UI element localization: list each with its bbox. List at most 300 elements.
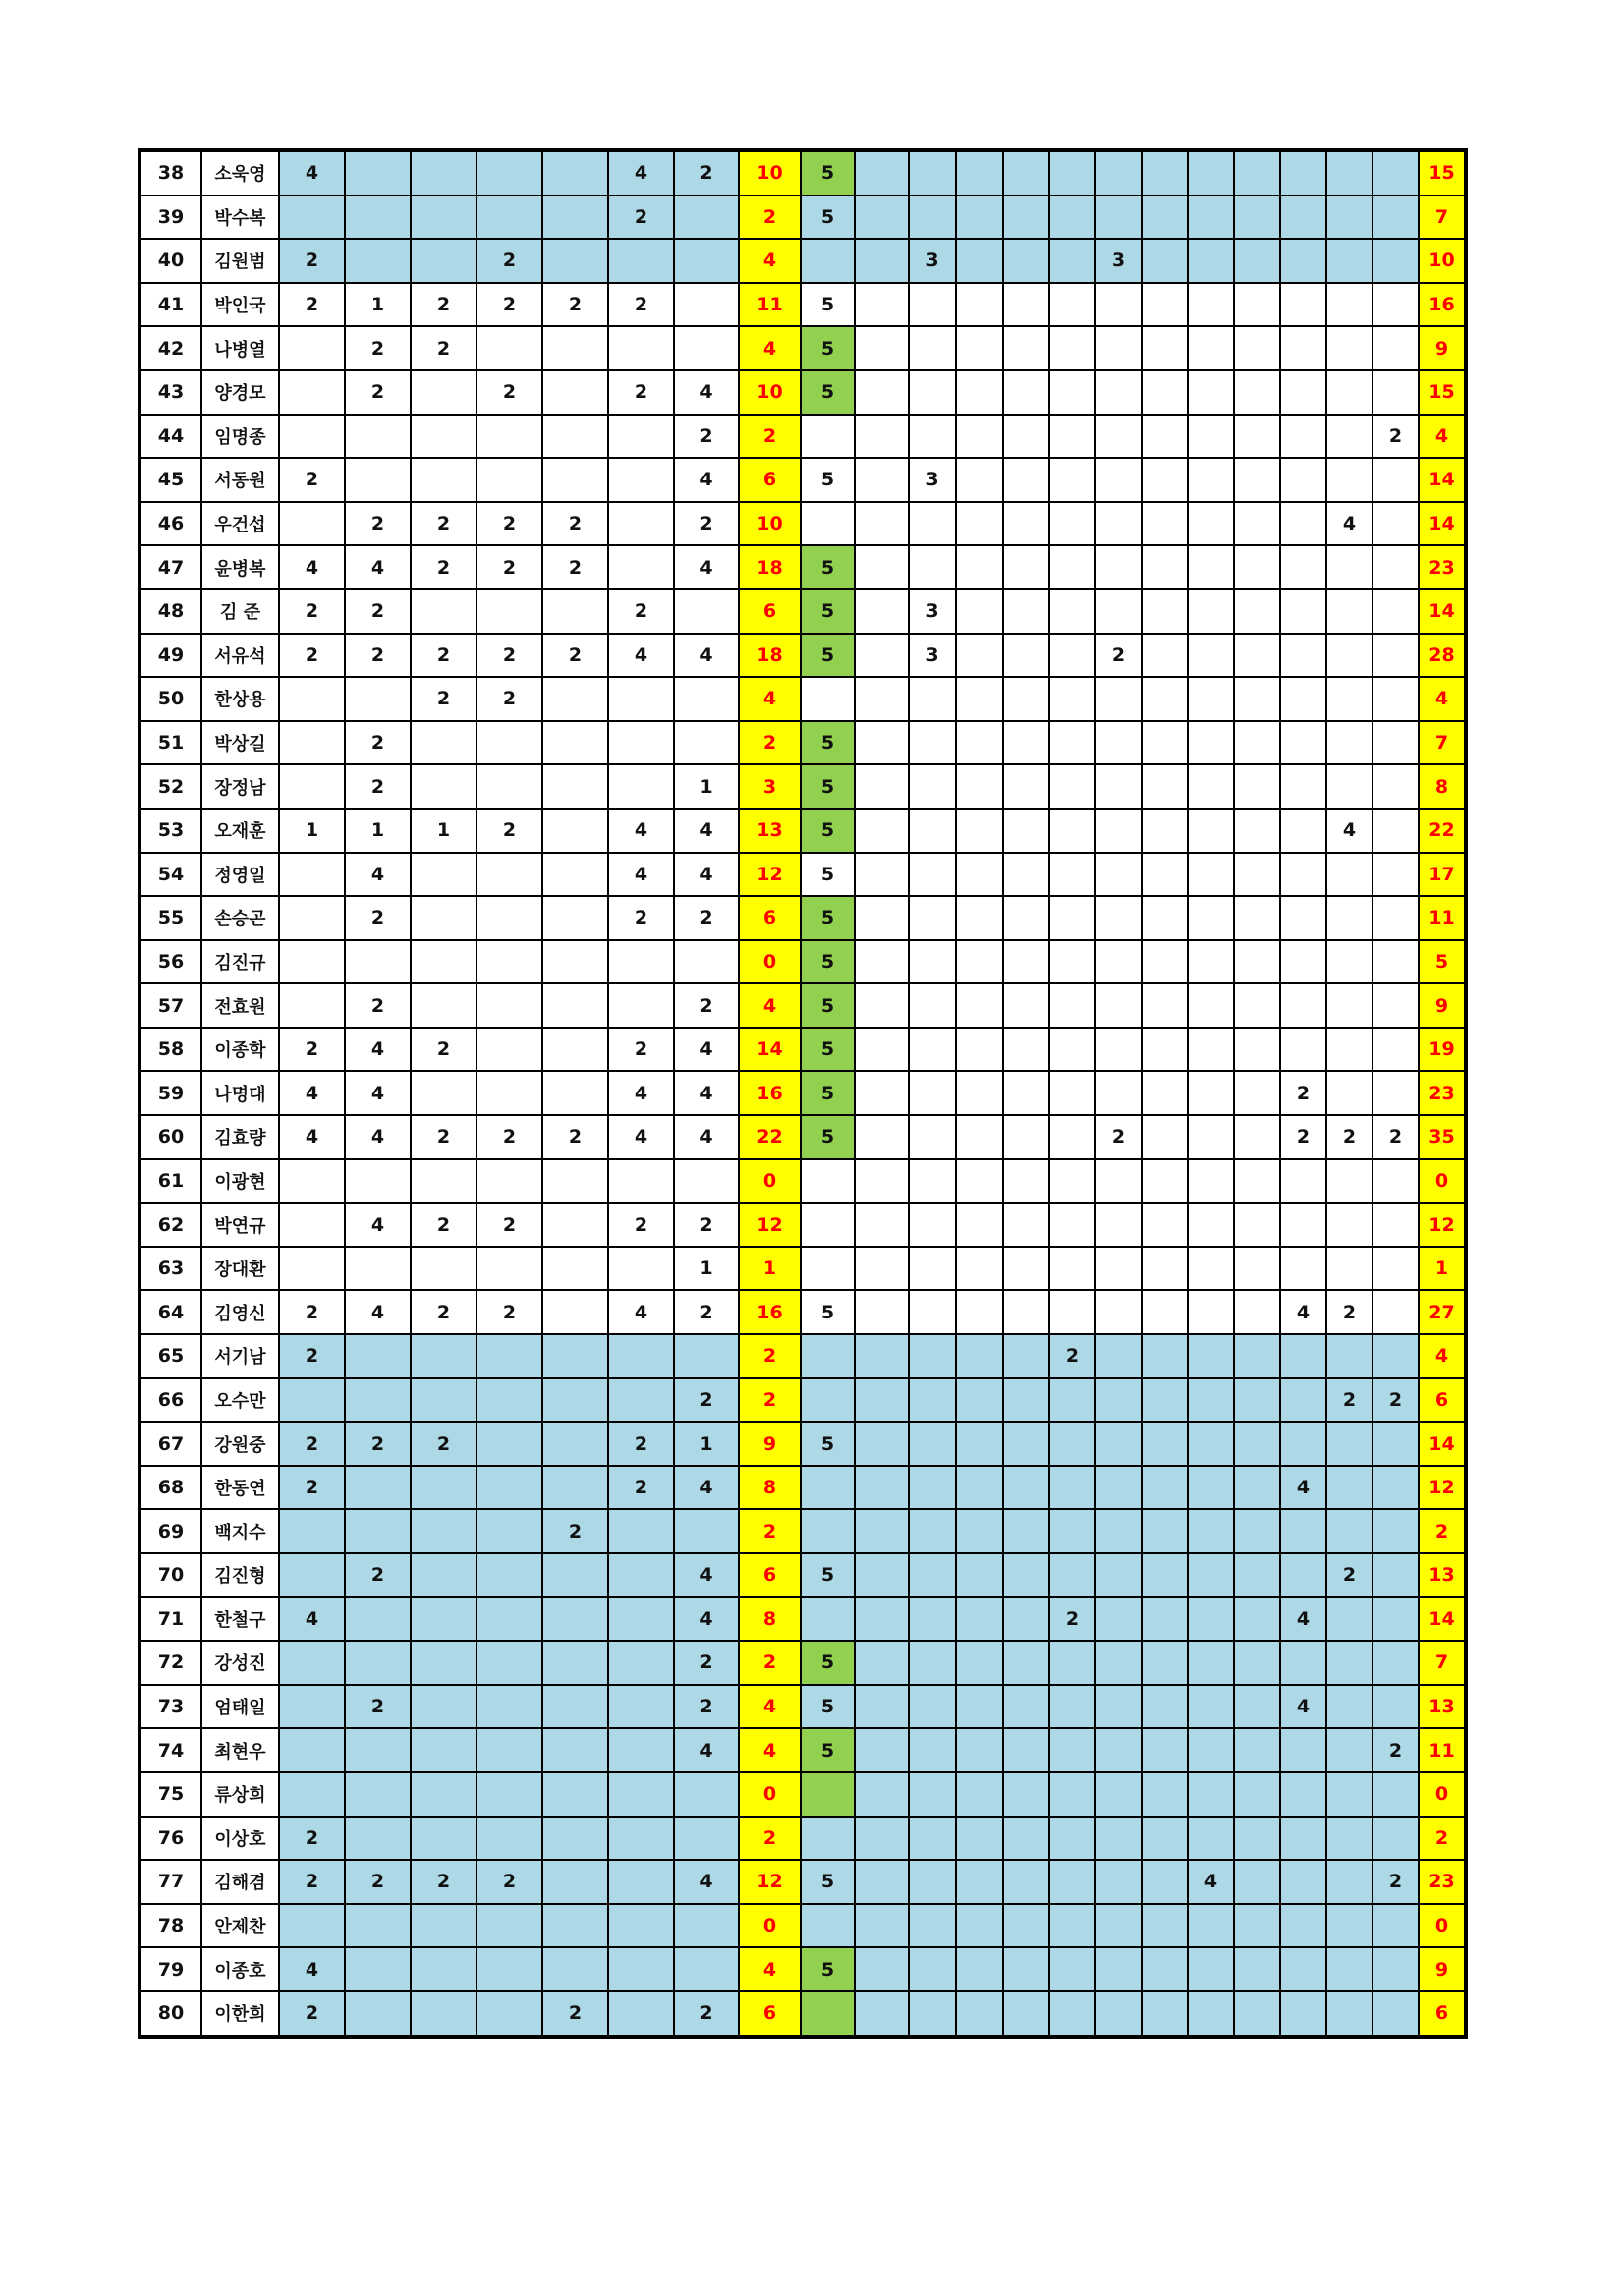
score-cell-b10 (1280, 1728, 1326, 1772)
score-cell-b12 (1372, 150, 1419, 196)
score-cell-b9 (1234, 239, 1280, 283)
score-cell-b6 (1095, 1071, 1142, 1115)
table-row (140, 458, 1466, 502)
score-cell-b9 (1234, 196, 1280, 240)
subtotal-cell: 4 (739, 1947, 801, 1991)
score-cell-b7 (1142, 1597, 1188, 1642)
score-cell-b5 (1049, 1159, 1095, 1204)
score-cell-a5 (542, 1203, 608, 1247)
score-cell-a1: 4 (279, 1597, 345, 1642)
score-cell-b5 (1049, 1290, 1095, 1334)
score-cell-b10 (1280, 1817, 1326, 1861)
total-cell: 11 (1419, 1728, 1466, 1772)
score-cell-b1 (855, 721, 909, 765)
score-cell-a4 (476, 1071, 542, 1115)
subtotal-cell: 6 (739, 1991, 801, 2037)
score-cell-b10 (1280, 545, 1326, 589)
row-number-cell: 47 (140, 545, 201, 589)
score-cell-b12 (1372, 983, 1419, 1028)
score-cell-b5 (1049, 1115, 1095, 1159)
row-number-cell: 42 (140, 326, 201, 370)
score-cell-a6: 4 (608, 1115, 674, 1159)
score-cell-a1: 2 (279, 1422, 345, 1466)
score-cell-b4 (1003, 1071, 1049, 1115)
score-cell-a7: 2 (674, 1290, 739, 1334)
score-cell-b3 (956, 1817, 1003, 1861)
bonus-cell: 5 (801, 1071, 855, 1115)
score-cell-b1 (855, 809, 909, 853)
score-cell-b5 (1049, 1509, 1095, 1553)
score-cell-a1 (279, 677, 345, 721)
score-cell-a7: 4 (674, 1860, 739, 1904)
score-cell-b8 (1188, 721, 1234, 765)
score-cell-b11 (1326, 1203, 1372, 1247)
score-cell-b7 (1142, 196, 1188, 240)
score-cell-a2: 4 (345, 545, 411, 589)
bonus-cell: 5 (801, 283, 855, 327)
score-cell-b11: 2 (1326, 1378, 1372, 1423)
score-cell-a2: 2 (345, 370, 411, 415)
score-cell-b5 (1049, 283, 1095, 327)
bonus-cell: 5 (801, 721, 855, 765)
subtotal-cell: 4 (739, 983, 801, 1028)
score-cell-b8 (1188, 764, 1234, 809)
table-row (140, 1159, 1466, 1204)
score-cell-b10 (1280, 326, 1326, 370)
subtotal-cell: 16 (739, 1071, 801, 1115)
score-cell-b4 (1003, 1290, 1049, 1334)
score-cell-a6: 2 (608, 896, 674, 940)
score-cell-b7 (1142, 1071, 1188, 1115)
score-cell-b8 (1188, 1817, 1234, 1861)
score-cell-b9 (1234, 1553, 1280, 1597)
score-cell-b8 (1188, 1685, 1234, 1729)
score-cell-b8 (1188, 1159, 1234, 1204)
score-cell-a6: 2 (608, 1028, 674, 1072)
table-row (140, 764, 1466, 809)
table-row (140, 1290, 1466, 1334)
score-cell-b2 (909, 415, 956, 459)
score-cell-b12 (1372, 853, 1419, 897)
score-cell-b11: 2 (1326, 1115, 1372, 1159)
score-cell-a2 (345, 1334, 411, 1378)
subtotal-cell: 0 (739, 1772, 801, 1817)
score-cell-a7 (674, 283, 739, 327)
score-cell-a5 (542, 1947, 608, 1991)
score-cell-b12 (1372, 1290, 1419, 1334)
table-row (140, 326, 1466, 370)
score-cell-b8 (1188, 1071, 1234, 1115)
score-cell-b6 (1095, 764, 1142, 809)
score-cell-b1 (855, 545, 909, 589)
score-cell-b7 (1142, 1378, 1188, 1423)
score-cell-b5 (1049, 1247, 1095, 1291)
score-cell-b5 (1049, 1071, 1095, 1115)
score-cell-a1 (279, 1378, 345, 1423)
row-number-cell: 49 (140, 634, 201, 678)
score-cell-b8 (1188, 1772, 1234, 1817)
score-cell-a4 (476, 1378, 542, 1423)
score-cell-b2 (909, 1553, 956, 1597)
score-cell-a5 (542, 1422, 608, 1466)
score-cell-a3 (411, 196, 476, 240)
score-cell-a5 (542, 326, 608, 370)
score-cell-b12 (1372, 1028, 1419, 1072)
table-row (140, 1728, 1466, 1772)
score-cell-a7 (674, 1817, 739, 1861)
score-cell-a5 (542, 764, 608, 809)
score-cell-b5: 2 (1049, 1597, 1095, 1642)
bonus-cell (801, 677, 855, 721)
score-cell-a1: 4 (279, 1071, 345, 1115)
score-cell-b11 (1326, 1422, 1372, 1466)
score-cell-b11 (1326, 1860, 1372, 1904)
score-cell-b7 (1142, 896, 1188, 940)
bonus-cell (801, 1378, 855, 1423)
total-cell: 7 (1419, 721, 1466, 765)
score-cell-b11 (1326, 458, 1372, 502)
score-cell-a6: 2 (608, 370, 674, 415)
score-cell-b1 (855, 239, 909, 283)
score-cell-b5 (1049, 545, 1095, 589)
member-name-cell: 서기남 (201, 1334, 279, 1378)
score-cell-a2 (345, 1772, 411, 1817)
score-cell-b6 (1095, 1159, 1142, 1204)
score-cell-b3 (956, 1947, 1003, 1991)
score-cell-b2 (909, 1947, 956, 1991)
bonus-cell: 5 (801, 196, 855, 240)
score-cell-a3 (411, 1772, 476, 1817)
score-cell-a3: 2 (411, 1422, 476, 1466)
score-cell-b12 (1372, 1991, 1419, 2037)
member-name-cell: 한철구 (201, 1597, 279, 1642)
score-cell-a2 (345, 1247, 411, 1291)
score-cell-a5 (542, 1772, 608, 1817)
score-cell-a2 (345, 415, 411, 459)
score-cell-a3 (411, 853, 476, 897)
subtotal-cell: 3 (739, 764, 801, 809)
score-cell-a6 (608, 1728, 674, 1772)
score-cell-b4 (1003, 1817, 1049, 1861)
score-cell-b11 (1326, 150, 1372, 196)
score-cell-b6 (1095, 983, 1142, 1028)
score-cell-a7: 2 (674, 1641, 739, 1685)
score-cell-a6 (608, 1772, 674, 1817)
score-cell-b4 (1003, 764, 1049, 809)
score-cell-b10 (1280, 634, 1326, 678)
score-cell-b11 (1326, 326, 1372, 370)
score-cell-a5: 2 (542, 1991, 608, 2037)
row-number-cell: 68 (140, 1466, 201, 1510)
bonus-cell: 5 (801, 764, 855, 809)
score-cell-b9 (1234, 589, 1280, 634)
score-cell-b10 (1280, 809, 1326, 853)
score-cell-b6 (1095, 1728, 1142, 1772)
score-cell-b7 (1142, 502, 1188, 546)
score-cell-b10 (1280, 1159, 1326, 1204)
score-cell-b10 (1280, 983, 1326, 1028)
score-cell-a2 (345, 677, 411, 721)
score-cell-a4 (476, 1553, 542, 1597)
score-cell-a5 (542, 589, 608, 634)
score-cell-b1 (855, 1071, 909, 1115)
table-row (140, 1553, 1466, 1597)
score-cell-a5 (542, 1159, 608, 1204)
score-cell-b4 (1003, 589, 1049, 634)
score-cell-a2: 4 (345, 1028, 411, 1072)
score-cell-b8 (1188, 283, 1234, 327)
score-cell-a5 (542, 896, 608, 940)
bonus-cell (801, 1772, 855, 1817)
score-cell-b12 (1372, 1641, 1419, 1685)
score-cell-a2: 2 (345, 1685, 411, 1729)
score-cell-b10 (1280, 1991, 1326, 2037)
score-cell-b4 (1003, 1641, 1049, 1685)
subtotal-cell: 16 (739, 1290, 801, 1334)
score-cell-a7: 2 (674, 896, 739, 940)
score-cell-b5 (1049, 370, 1095, 415)
score-cell-b2 (909, 1290, 956, 1334)
score-cell-b11: 2 (1326, 1290, 1372, 1334)
total-cell: 13 (1419, 1553, 1466, 1597)
score-cell-a1: 2 (279, 1860, 345, 1904)
score-cell-a4: 2 (476, 634, 542, 678)
score-cell-b9 (1234, 1597, 1280, 1642)
score-cell-b8 (1188, 940, 1234, 984)
score-cell-a4 (476, 1466, 542, 1510)
score-cell-a6 (608, 1685, 674, 1729)
score-cell-b3 (956, 634, 1003, 678)
total-cell: 13 (1419, 1685, 1466, 1729)
score-cell-b7 (1142, 764, 1188, 809)
score-cell-a6: 4 (608, 150, 674, 196)
total-cell: 7 (1419, 196, 1466, 240)
score-cell-a2: 2 (345, 764, 411, 809)
score-cell-a3: 2 (411, 634, 476, 678)
score-cell-b9 (1234, 370, 1280, 415)
score-cell-a1 (279, 370, 345, 415)
score-cell-a7: 4 (674, 853, 739, 897)
score-cell-b4 (1003, 239, 1049, 283)
subtotal-cell: 2 (739, 1817, 801, 1861)
score-cell-a6: 4 (608, 634, 674, 678)
total-cell: 19 (1419, 1028, 1466, 1072)
score-cell-a2 (345, 1904, 411, 1948)
score-cell-b11 (1326, 1728, 1372, 1772)
score-cell-a1 (279, 1641, 345, 1685)
score-cell-b7 (1142, 589, 1188, 634)
score-cell-b9 (1234, 1115, 1280, 1159)
score-cell-b4 (1003, 370, 1049, 415)
score-cell-a5 (542, 1290, 608, 1334)
score-cell-a4 (476, 1334, 542, 1378)
total-cell: 14 (1419, 589, 1466, 634)
member-name-cell: 오수만 (201, 1378, 279, 1423)
score-cell-b10 (1280, 764, 1326, 809)
score-cell-b1 (855, 1159, 909, 1204)
score-cell-b12: 2 (1372, 1115, 1419, 1159)
score-cell-a3 (411, 764, 476, 809)
score-cell-a2 (345, 196, 411, 240)
score-cell-a1: 4 (279, 545, 345, 589)
score-cell-b8 (1188, 150, 1234, 196)
score-cell-b1 (855, 983, 909, 1028)
bonus-cell: 5 (801, 326, 855, 370)
score-cell-b3 (956, 1159, 1003, 1204)
score-cell-a2: 2 (345, 896, 411, 940)
score-cell-a5 (542, 1028, 608, 1072)
score-cell-a3: 2 (411, 1290, 476, 1334)
score-cell-b3 (956, 370, 1003, 415)
score-cell-a5: 2 (542, 283, 608, 327)
score-cell-b12 (1372, 1817, 1419, 1861)
score-cell-b5: 2 (1049, 1334, 1095, 1378)
score-cell-b2: 3 (909, 634, 956, 678)
table-row (140, 677, 1466, 721)
score-cell-b5 (1049, 896, 1095, 940)
score-cell-b2 (909, 1772, 956, 1817)
row-number-cell: 64 (140, 1290, 201, 1334)
score-cell-b10: 2 (1280, 1115, 1326, 1159)
score-cell-a6 (608, 1247, 674, 1291)
score-cell-b5 (1049, 677, 1095, 721)
score-cell-b12 (1372, 545, 1419, 589)
score-cell-b9 (1234, 1028, 1280, 1072)
score-cell-b1 (855, 1860, 909, 1904)
score-cell-b2 (909, 983, 956, 1028)
score-cell-a1 (279, 983, 345, 1028)
score-cell-b10 (1280, 370, 1326, 415)
score-cell-b4 (1003, 1115, 1049, 1159)
score-cell-b4 (1003, 326, 1049, 370)
score-cell-b4 (1003, 634, 1049, 678)
bonus-cell: 5 (801, 1728, 855, 1772)
score-cell-a7 (674, 721, 739, 765)
score-cell-a1: 2 (279, 1334, 345, 1378)
score-cell-b5 (1049, 239, 1095, 283)
score-cell-a1: 1 (279, 809, 345, 853)
score-cell-b11 (1326, 1597, 1372, 1642)
score-cell-a7: 4 (674, 1597, 739, 1642)
score-cell-b1 (855, 1685, 909, 1729)
score-cell-b1 (855, 589, 909, 634)
member-name-cell: 나병열 (201, 326, 279, 370)
score-cell-b12 (1372, 1685, 1419, 1729)
score-cell-b12 (1372, 1159, 1419, 1204)
score-cell-b7 (1142, 809, 1188, 853)
table-row (140, 853, 1466, 897)
score-cell-a7: 4 (674, 1028, 739, 1072)
score-cell-b7 (1142, 634, 1188, 678)
score-cell-b11 (1326, 1641, 1372, 1685)
score-cell-b1 (855, 1641, 909, 1685)
score-cell-a3 (411, 1159, 476, 1204)
score-cell-b10 (1280, 1904, 1326, 1948)
table-row (140, 1509, 1466, 1553)
score-cell-b9 (1234, 1991, 1280, 2037)
score-cell-b9 (1234, 896, 1280, 940)
score-cell-a3 (411, 1641, 476, 1685)
row-number-cell: 58 (140, 1028, 201, 1072)
score-cell-b1 (855, 634, 909, 678)
member-name-cell: 손승곤 (201, 896, 279, 940)
score-cell-a6 (608, 677, 674, 721)
score-cell-b1 (855, 1466, 909, 1510)
score-cell-b1 (855, 415, 909, 459)
score-cell-a2: 2 (345, 634, 411, 678)
score-cell-a4 (476, 1641, 542, 1685)
score-cell-b9 (1234, 150, 1280, 196)
score-cell-a5: 2 (542, 1509, 608, 1553)
score-cell-b2 (909, 1817, 956, 1861)
score-cell-a4: 2 (476, 283, 542, 327)
score-cell-a6: 4 (608, 1071, 674, 1115)
score-cell-b11: 4 (1326, 809, 1372, 853)
score-cell-a5 (542, 983, 608, 1028)
score-cell-b1 (855, 1817, 909, 1861)
score-cell-b3 (956, 502, 1003, 546)
score-cell-a4 (476, 415, 542, 459)
score-cell-b10 (1280, 415, 1326, 459)
score-cell-a7: 2 (674, 1203, 739, 1247)
score-cell-b4 (1003, 940, 1049, 984)
score-cell-b1 (855, 1947, 909, 1991)
score-cell-a5 (542, 809, 608, 853)
member-name-cell: 이광현 (201, 1159, 279, 1204)
score-cell-a7 (674, 1509, 739, 1553)
bonus-cell: 5 (801, 545, 855, 589)
score-cell-a3 (411, 1553, 476, 1597)
score-cell-a3 (411, 150, 476, 196)
score-cell-b4 (1003, 1553, 1049, 1597)
score-cell-b9 (1234, 1203, 1280, 1247)
score-cell-a4: 2 (476, 1115, 542, 1159)
bonus-cell (801, 1203, 855, 1247)
score-cell-b9 (1234, 1904, 1280, 1948)
score-cell-b11 (1326, 370, 1372, 415)
score-cell-b6 (1095, 283, 1142, 327)
row-number-cell: 71 (140, 1597, 201, 1642)
score-cell-b11 (1326, 1159, 1372, 1204)
score-cell-b11 (1326, 1247, 1372, 1291)
score-cell-a7: 1 (674, 1247, 739, 1291)
score-cell-a1 (279, 415, 345, 459)
score-cell-a1: 2 (279, 239, 345, 283)
score-cell-b3 (956, 545, 1003, 589)
bonus-cell (801, 415, 855, 459)
score-cell-a5 (542, 415, 608, 459)
score-cell-a2 (345, 1597, 411, 1642)
score-cell-b3 (956, 1860, 1003, 1904)
score-cell-b12 (1372, 1597, 1419, 1642)
score-cell-b11 (1326, 853, 1372, 897)
score-cell-b10 (1280, 721, 1326, 765)
score-cell-a6: 4 (608, 809, 674, 853)
score-cell-b3 (956, 983, 1003, 1028)
score-cell-a3 (411, 1378, 476, 1423)
score-cell-a2: 1 (345, 283, 411, 327)
score-cell-a1 (279, 502, 345, 546)
row-number-cell: 80 (140, 1991, 201, 2037)
score-cell-a4 (476, 1597, 542, 1642)
row-number-cell: 43 (140, 370, 201, 415)
score-cell-b12: 2 (1372, 415, 1419, 459)
score-cell-a7: 4 (674, 1466, 739, 1510)
score-cell-a3 (411, 589, 476, 634)
row-number-cell: 44 (140, 415, 201, 459)
score-cell-b8 (1188, 1728, 1234, 1772)
bonus-cell: 5 (801, 983, 855, 1028)
